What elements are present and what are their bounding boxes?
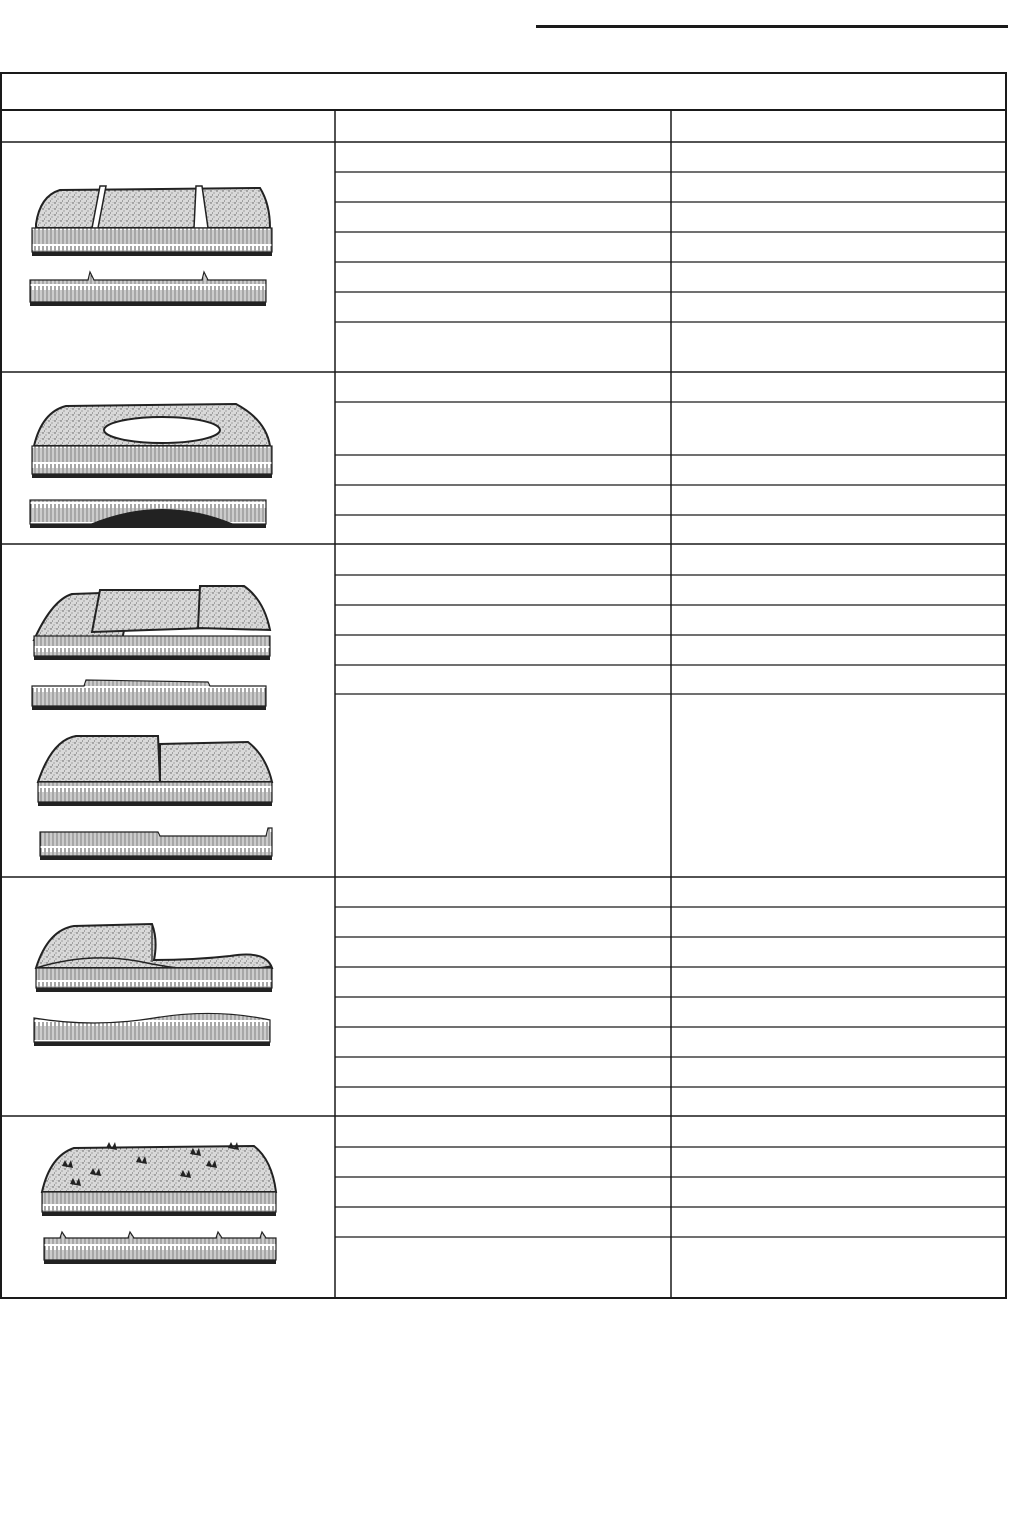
header-rule [536, 25, 1008, 28]
turf-uneven-steps-icon [32, 586, 272, 860]
troubleshooting-table [0, 72, 1008, 1300]
turf-weeds-icon [42, 1142, 276, 1264]
turf-seams-icon [30, 186, 272, 306]
turf-depression-icon [30, 404, 272, 528]
turf-wavy-icon [34, 924, 272, 1046]
